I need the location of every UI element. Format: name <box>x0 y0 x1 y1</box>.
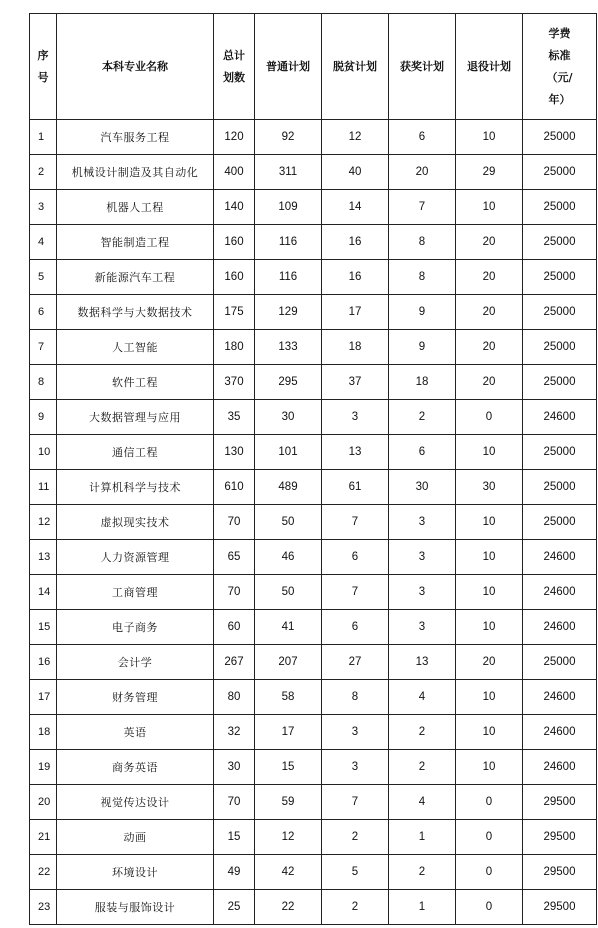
cell-total: 175 <box>214 295 255 330</box>
cell-seq: 3 <box>30 190 57 225</box>
cell-seq: 14 <box>30 575 57 610</box>
cell-total: 160 <box>214 225 255 260</box>
cell-regular-plan: 58 <box>255 680 322 715</box>
cell-regular-plan: 92 <box>255 120 322 155</box>
table-row <box>30 295 597 330</box>
cell-award-plan: 3 <box>389 505 456 540</box>
cell-tuition: 25000 <box>523 260 597 295</box>
cell-regular-plan: 50 <box>255 505 322 540</box>
cell-veteran-plan: 10 <box>456 575 523 610</box>
cell-poverty-plan: 8 <box>322 680 389 715</box>
cell-tuition: 25000 <box>523 505 597 540</box>
cell-award-plan: 2 <box>389 750 456 785</box>
table-row <box>30 785 597 820</box>
cell-veteran-plan: 20 <box>456 225 523 260</box>
header-tuition-line-2: 标准 <box>548 48 571 62</box>
cell-total: 400 <box>214 155 255 190</box>
cell-total: 160 <box>214 260 255 295</box>
cell-seq: 6 <box>30 295 57 330</box>
cell-major-name: 服装与服饰设计 <box>57 890 214 925</box>
cell-seq: 2 <box>30 155 57 190</box>
cell-regular-plan: 109 <box>255 190 322 225</box>
cell-poverty-plan: 6 <box>322 610 389 645</box>
cell-poverty-plan: 16 <box>322 260 389 295</box>
cell-tuition: 29500 <box>523 855 597 890</box>
cell-tuition: 25000 <box>523 155 597 190</box>
cell-veteran-plan: 20 <box>456 645 523 680</box>
cell-poverty-plan: 17 <box>322 295 389 330</box>
table-row <box>30 820 597 855</box>
header-poverty-plan: 脱贫计划 <box>322 14 389 120</box>
cell-veteran-plan: 20 <box>456 330 523 365</box>
cell-total: 80 <box>214 680 255 715</box>
table-row <box>30 750 597 785</box>
header-total <box>214 14 255 120</box>
table-row <box>30 680 597 715</box>
cell-seq: 18 <box>30 715 57 750</box>
cell-poverty-plan: 18 <box>322 330 389 365</box>
cell-tuition: 25000 <box>523 190 597 225</box>
table-row <box>30 890 597 925</box>
cell-veteran-plan: 0 <box>456 400 523 435</box>
table-row <box>30 505 597 540</box>
cell-regular-plan: 41 <box>255 610 322 645</box>
header-major-name: 本科专业名称 <box>57 14 214 120</box>
cell-veteran-plan: 10 <box>456 750 523 785</box>
cell-poverty-plan: 7 <box>322 575 389 610</box>
cell-poverty-plan: 7 <box>322 505 389 540</box>
cell-poverty-plan: 61 <box>322 470 389 505</box>
table-row <box>30 120 597 155</box>
cell-total: 25 <box>214 890 255 925</box>
cell-veteran-plan: 0 <box>456 855 523 890</box>
cell-major-name: 工商管理 <box>57 575 214 610</box>
cell-seq: 15 <box>30 610 57 645</box>
cell-regular-plan: 30 <box>255 400 322 435</box>
cell-award-plan: 7 <box>389 190 456 225</box>
cell-tuition: 25000 <box>523 330 597 365</box>
table-row <box>30 435 597 470</box>
table-row <box>30 330 597 365</box>
table-row <box>30 470 597 505</box>
header-tuition-line-1: 学费 <box>548 26 571 40</box>
cell-regular-plan: 116 <box>255 260 322 295</box>
cell-tuition: 25000 <box>523 645 597 680</box>
cell-total: 267 <box>214 645 255 680</box>
cell-regular-plan: 59 <box>255 785 322 820</box>
cell-seq: 7 <box>30 330 57 365</box>
cell-award-plan: 1 <box>389 890 456 925</box>
table-row <box>30 190 597 225</box>
header-tuition-line-3: （元/ <box>546 70 573 84</box>
cell-award-plan: 18 <box>389 365 456 400</box>
cell-seq: 5 <box>30 260 57 295</box>
cell-award-plan: 4 <box>389 680 456 715</box>
cell-total: 130 <box>214 435 255 470</box>
cell-total: 49 <box>214 855 255 890</box>
cell-veteran-plan: 20 <box>456 365 523 400</box>
cell-regular-plan: 207 <box>255 645 322 680</box>
cell-poverty-plan: 3 <box>322 715 389 750</box>
cell-seq: 22 <box>30 855 57 890</box>
cell-tuition: 25000 <box>523 120 597 155</box>
cell-regular-plan: 15 <box>255 750 322 785</box>
cell-regular-plan: 17 <box>255 715 322 750</box>
cell-total: 70 <box>214 505 255 540</box>
cell-tuition: 24600 <box>523 575 597 610</box>
cell-veteran-plan: 10 <box>456 715 523 750</box>
cell-tuition: 29500 <box>523 890 597 925</box>
cell-poverty-plan: 14 <box>322 190 389 225</box>
cell-major-name: 机械设计制造及其自动化 <box>57 155 214 190</box>
cell-regular-plan: 46 <box>255 540 322 575</box>
cell-veteran-plan: 30 <box>456 470 523 505</box>
cell-award-plan: 30 <box>389 470 456 505</box>
cell-major-name: 计算机科学与技术 <box>57 470 214 505</box>
cell-veteran-plan: 10 <box>456 435 523 470</box>
cell-tuition: 24600 <box>523 750 597 785</box>
cell-major-name: 人力资源管理 <box>57 540 214 575</box>
cell-regular-plan: 42 <box>255 855 322 890</box>
cell-seq: 1 <box>30 120 57 155</box>
cell-veteran-plan: 10 <box>456 505 523 540</box>
header-total-line-2: 划数 <box>223 70 245 84</box>
cell-major-name: 智能制造工程 <box>57 225 214 260</box>
cell-poverty-plan: 3 <box>322 400 389 435</box>
cell-poverty-plan: 40 <box>322 155 389 190</box>
table-body <box>30 120 597 925</box>
header-seq <box>30 14 57 120</box>
cell-total: 32 <box>214 715 255 750</box>
cell-award-plan: 3 <box>389 610 456 645</box>
cell-veteran-plan: 0 <box>456 820 523 855</box>
header-tuition <box>523 14 597 120</box>
cell-veteran-plan: 20 <box>456 295 523 330</box>
table-row <box>30 365 597 400</box>
cell-veteran-plan: 0 <box>456 890 523 925</box>
cell-veteran-plan: 10 <box>456 540 523 575</box>
cell-major-name: 新能源汽车工程 <box>57 260 214 295</box>
table-row <box>30 645 597 680</box>
cell-total: 70 <box>214 575 255 610</box>
cell-major-name: 电子商务 <box>57 610 214 645</box>
table-row <box>30 540 597 575</box>
table-header-row <box>30 14 597 120</box>
cell-major-name: 视觉传达设计 <box>57 785 214 820</box>
cell-tuition: 24600 <box>523 680 597 715</box>
cell-veteran-plan: 10 <box>456 610 523 645</box>
cell-total: 370 <box>214 365 255 400</box>
cell-regular-plan: 22 <box>255 890 322 925</box>
cell-poverty-plan: 6 <box>322 540 389 575</box>
cell-total: 35 <box>214 400 255 435</box>
cell-poverty-plan: 3 <box>322 750 389 785</box>
cell-poverty-plan: 5 <box>322 855 389 890</box>
cell-major-name: 人工智能 <box>57 330 214 365</box>
cell-total: 65 <box>214 540 255 575</box>
cell-tuition: 25000 <box>523 435 597 470</box>
cell-total: 60 <box>214 610 255 645</box>
cell-poverty-plan: 7 <box>322 785 389 820</box>
cell-veteran-plan: 10 <box>456 190 523 225</box>
cell-total: 70 <box>214 785 255 820</box>
cell-regular-plan: 50 <box>255 575 322 610</box>
table-row <box>30 155 597 190</box>
cell-poverty-plan: 12 <box>322 120 389 155</box>
table-row <box>30 575 597 610</box>
cell-poverty-plan: 13 <box>322 435 389 470</box>
cell-seq: 12 <box>30 505 57 540</box>
cell-seq: 16 <box>30 645 57 680</box>
cell-tuition: 25000 <box>523 470 597 505</box>
table-row <box>30 855 597 890</box>
cell-award-plan: 3 <box>389 540 456 575</box>
table-row <box>30 225 597 260</box>
cell-total: 140 <box>214 190 255 225</box>
cell-poverty-plan: 27 <box>322 645 389 680</box>
cell-tuition: 29500 <box>523 785 597 820</box>
table-row <box>30 610 597 645</box>
cell-tuition: 24600 <box>523 540 597 575</box>
cell-seq: 9 <box>30 400 57 435</box>
cell-regular-plan: 311 <box>255 155 322 190</box>
cell-tuition: 24600 <box>523 400 597 435</box>
cell-tuition: 24600 <box>523 715 597 750</box>
header-tuition-line-4: 年） <box>548 92 571 106</box>
cell-total: 610 <box>214 470 255 505</box>
cell-award-plan: 2 <box>389 715 456 750</box>
cell-seq: 13 <box>30 540 57 575</box>
header-veteran-plan: 退役计划 <box>456 14 523 120</box>
cell-tuition: 25000 <box>523 225 597 260</box>
cell-total: 120 <box>214 120 255 155</box>
cell-major-name: 动画 <box>57 820 214 855</box>
enrollment-plan-table <box>29 13 597 925</box>
table-row <box>30 715 597 750</box>
cell-award-plan: 2 <box>389 400 456 435</box>
cell-poverty-plan: 16 <box>322 225 389 260</box>
cell-regular-plan: 295 <box>255 365 322 400</box>
cell-seq: 23 <box>30 890 57 925</box>
cell-award-plan: 13 <box>389 645 456 680</box>
cell-seq: 21 <box>30 820 57 855</box>
cell-regular-plan: 116 <box>255 225 322 260</box>
cell-award-plan: 6 <box>389 120 456 155</box>
cell-total: 180 <box>214 330 255 365</box>
header-award-plan: 获奖计划 <box>389 14 456 120</box>
table-row <box>30 400 597 435</box>
cell-tuition: 25000 <box>523 295 597 330</box>
cell-total: 30 <box>214 750 255 785</box>
header-regular-plan: 普通计划 <box>255 14 322 120</box>
cell-regular-plan: 101 <box>255 435 322 470</box>
cell-award-plan: 3 <box>389 575 456 610</box>
cell-seq: 17 <box>30 680 57 715</box>
cell-major-name: 环境设计 <box>57 855 214 890</box>
cell-veteran-plan: 10 <box>456 680 523 715</box>
cell-major-name: 机器人工程 <box>57 190 214 225</box>
header-seq-line-1: 序 <box>37 48 49 62</box>
cell-award-plan: 6 <box>389 435 456 470</box>
cell-total: 15 <box>214 820 255 855</box>
cell-tuition: 29500 <box>523 820 597 855</box>
cell-award-plan: 9 <box>389 330 456 365</box>
cell-regular-plan: 489 <box>255 470 322 505</box>
cell-major-name: 汽车服务工程 <box>57 120 214 155</box>
cell-award-plan: 4 <box>389 785 456 820</box>
cell-award-plan: 8 <box>389 260 456 295</box>
cell-seq: 11 <box>30 470 57 505</box>
cell-award-plan: 20 <box>389 155 456 190</box>
cell-major-name: 通信工程 <box>57 435 214 470</box>
cell-tuition: 24600 <box>523 610 597 645</box>
cell-veteran-plan: 29 <box>456 155 523 190</box>
cell-seq: 20 <box>30 785 57 820</box>
cell-tuition: 25000 <box>523 365 597 400</box>
cell-major-name: 商务英语 <box>57 750 214 785</box>
cell-major-name: 大数据管理与应用 <box>57 400 214 435</box>
cell-regular-plan: 129 <box>255 295 322 330</box>
cell-veteran-plan: 10 <box>456 120 523 155</box>
cell-major-name: 会计学 <box>57 645 214 680</box>
cell-seq: 10 <box>30 435 57 470</box>
cell-major-name: 虚拟现实技术 <box>57 505 214 540</box>
cell-award-plan: 1 <box>389 820 456 855</box>
cell-seq: 19 <box>30 750 57 785</box>
cell-major-name: 软件工程 <box>57 365 214 400</box>
cell-regular-plan: 133 <box>255 330 322 365</box>
table-row <box>30 260 597 295</box>
cell-award-plan: 8 <box>389 225 456 260</box>
cell-award-plan: 9 <box>389 295 456 330</box>
cell-veteran-plan: 0 <box>456 785 523 820</box>
cell-major-name: 英语 <box>57 715 214 750</box>
cell-major-name: 数据科学与大数据技术 <box>57 295 214 330</box>
cell-veteran-plan: 20 <box>456 260 523 295</box>
cell-seq: 8 <box>30 365 57 400</box>
cell-seq: 4 <box>30 225 57 260</box>
cell-poverty-plan: 37 <box>322 365 389 400</box>
cell-award-plan: 2 <box>389 855 456 890</box>
header-total-line-1: 总计 <box>223 48 245 62</box>
cell-poverty-plan: 2 <box>322 820 389 855</box>
cell-regular-plan: 12 <box>255 820 322 855</box>
cell-poverty-plan: 2 <box>322 890 389 925</box>
cell-major-name: 财务管理 <box>57 680 214 715</box>
header-seq-line-2: 号 <box>37 70 49 84</box>
